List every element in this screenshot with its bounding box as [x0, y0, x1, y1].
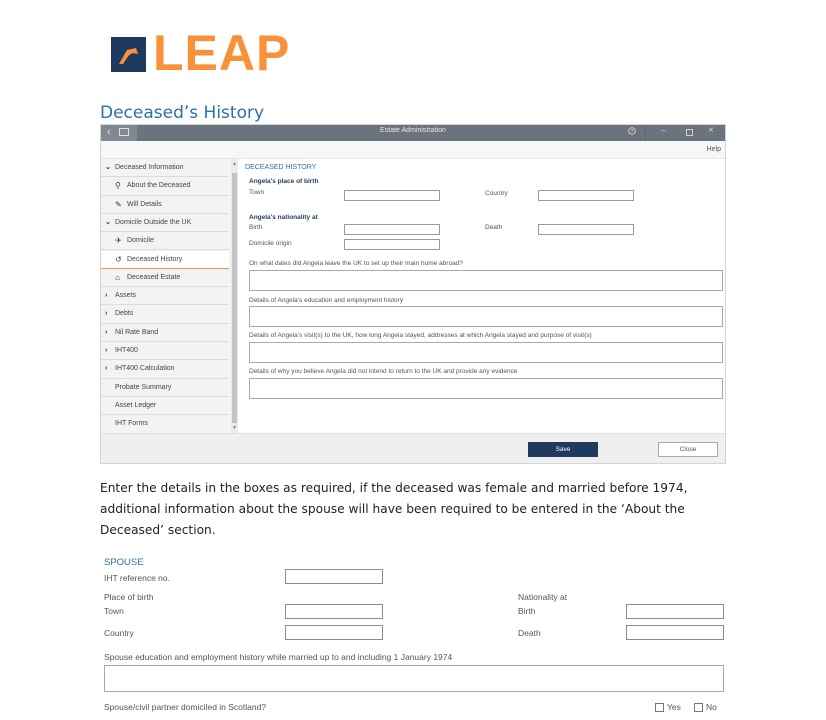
person-icon: ⚲ — [115, 181, 121, 191]
title-bar — [101, 125, 725, 141]
sidebar-item-label: Domicile Outside the UK — [115, 218, 192, 226]
chevron-down-icon: ⌄ — [105, 218, 111, 226]
spouse-section-title: SPOUSE — [104, 557, 144, 568]
scroll-down-icon[interactable]: ▼ — [232, 425, 237, 431]
airplane-icon: ✈ — [115, 236, 122, 246]
nationality-death-input[interactable] — [538, 224, 634, 235]
chevron-right-icon: › — [105, 347, 108, 354]
scotland-yes-label: Yes — [667, 702, 681, 712]
spouse-town-input[interactable] — [285, 604, 383, 619]
history-icon: ↺ — [115, 254, 122, 264]
spouse-education-label: Spouse education and employment history while married up to and including 1 January 1974 — [104, 652, 453, 662]
chevron-right-icon: › — [105, 310, 108, 318]
no-return-textarea[interactable] — [249, 378, 723, 399]
instruction-paragraph: Enter the details in the boxes as required, if the deceased was female and married before 1974, additional information about the spouse will have been required to be entered in the ‘About the Deceased’ section. — [100, 481, 688, 537]
country-label: Country — [485, 190, 508, 197]
sidebar-item-domicile[interactable] — [101, 232, 229, 250]
sidebar-item-label: Deceased Information — [115, 164, 184, 171]
spouse-iht-ref-label: IHT reference no. — [104, 573, 170, 583]
estate-icon: ⌂ — [115, 272, 120, 282]
help-circle-icon[interactable] — [628, 127, 636, 137]
pen-icon: ✎ — [115, 199, 122, 209]
spouse-education-textarea[interactable] — [104, 665, 724, 692]
help-link[interactable]: Help — [706, 146, 721, 153]
sidebar-item-label: Assets — [115, 292, 137, 300]
sidebar-item-iht400-calculation[interactable] — [101, 360, 229, 378]
sidebar-item-debts[interactable] — [101, 305, 229, 323]
country-input[interactable] — [538, 190, 634, 201]
sidebar-item-label: Deceased Estate — [127, 273, 181, 281]
chevron-right-icon: › — [105, 328, 108, 336]
sidebar-item-label: IHT400 — [115, 347, 138, 354]
sidebar-item-assets[interactable] — [101, 287, 229, 305]
visits-textarea[interactable] — [249, 342, 723, 363]
close-icon[interactable]: × — [708, 125, 714, 136]
sidebar-scroll-thumb[interactable] — [232, 173, 237, 423]
sidebar-item-label: Debts — [115, 310, 134, 318]
sidebar-item-deceased-history[interactable] — [101, 251, 229, 269]
sidebar-item-domicile-outside-uk[interactable] — [101, 214, 229, 232]
estate-administration-window — [100, 124, 726, 464]
window-title: Estate Administration — [380, 127, 446, 134]
nationality-birth-input[interactable] — [344, 224, 440, 235]
spouse-country-input[interactable] — [285, 625, 383, 640]
leap-logo-text: LEAP — [153, 25, 291, 81]
scotland-no-checkbox[interactable] — [694, 703, 703, 712]
sidebar — [101, 159, 238, 433]
maximize-icon[interactable] — [686, 129, 693, 136]
spouse-birth-label: Birth — [518, 606, 536, 616]
leap-leap-icon — [111, 37, 146, 72]
scotland-no-label: No — [706, 702, 717, 712]
scroll-up-icon[interactable]: ▲ — [232, 161, 237, 167]
leap-logo-mark — [111, 37, 146, 72]
sidebar-item-label: IHT400 Calculation — [115, 365, 175, 373]
leave-dates-textarea[interactable] — [249, 270, 723, 291]
place-of-birth-heading: Angela's place of birth — [249, 178, 319, 185]
sidebar-item-label: Nil Rate Band — [115, 328, 159, 336]
sidebar-item-label: Domicile — [127, 237, 154, 245]
close-button[interactable]: Close — [658, 442, 718, 457]
sidebar-item-label: Asset Ledger — [115, 401, 157, 409]
domicile-origin-label: Domicile origin — [249, 240, 292, 247]
sidebar-item-deceased-estate[interactable] — [101, 269, 229, 287]
birth-label: Birth — [249, 224, 263, 231]
nationality-heading: Angela's nationality at — [249, 214, 318, 221]
education-label: Details of Angela's education and employment history — [249, 297, 404, 304]
visits-label: Details of Angela's visit(s) to the UK, how long Angela stayed, addresses at which Angela stayed and purpose of visit(s) — [249, 332, 592, 339]
help-bar — [101, 141, 725, 159]
sidebar-item-deceased-information[interactable] — [101, 159, 229, 177]
sidebar-item-label: Deceased History — [127, 255, 183, 263]
no-return-label: Details of why you believe Angela did not intend to return to the UK and provide any evidence — [249, 368, 518, 375]
spouse-nationality-death-input[interactable] — [626, 625, 724, 640]
save-button[interactable]: Save — [528, 442, 598, 457]
spouse-nationality-birth-input[interactable] — [626, 604, 724, 619]
spouse-town-label: Town — [104, 606, 124, 616]
spouse-place-of-birth-label: Place of birth — [104, 592, 154, 602]
window-footer — [101, 433, 725, 463]
death-label: Death — [485, 224, 503, 231]
titlebar-separator — [645, 125, 646, 141]
sidebar-item-label: Will Details — [127, 200, 162, 208]
domicile-origin-input[interactable] — [344, 239, 440, 250]
sidebar-item-label: Probate Summary — [115, 383, 172, 391]
chevron-right-icon: › — [105, 292, 108, 300]
sidebar-item-iht400[interactable] — [101, 342, 229, 360]
sidebar-item-label: IHT Forms — [115, 420, 148, 428]
minimize-icon[interactable]: – — [661, 125, 667, 135]
spouse-death-label: Death — [518, 628, 541, 638]
spouse-scotland-label: Spouse/civil partner domiciled in Scotland? — [104, 702, 267, 712]
town-input[interactable] — [344, 190, 440, 201]
svg-text:?: ? — [630, 129, 634, 135]
leave-dates-label: On what dates did Angela leave the UK to set up their main home abroad? — [249, 260, 463, 267]
scotland-yes-checkbox[interactable] — [655, 703, 664, 712]
education-textarea[interactable] — [249, 306, 723, 327]
sidebar-item-probate-summary[interactable] — [101, 379, 229, 397]
chevron-right-icon: › — [105, 365, 108, 373]
document-heading: Deceased’s History — [100, 103, 265, 123]
town-label: Town — [249, 189, 265, 196]
back-icon[interactable]: ‹ — [107, 126, 111, 138]
sidebar-item-will-details[interactable] — [101, 196, 229, 214]
section-title: DECEASED HISTORY — [245, 164, 317, 171]
spouse-country-label: Country — [104, 628, 134, 638]
deceased-history-form — [238, 159, 725, 433]
sidebar-item-label: About the Deceased — [127, 182, 191, 190]
chevron-down-icon: ⌄ — [105, 164, 111, 171]
sidebar-item-iht-forms[interactable] — [101, 415, 229, 433]
sidebar-item-asset-ledger[interactable] — [101, 397, 229, 415]
sidebar-item-nil-rate-band[interactable] — [101, 324, 229, 342]
sidebar-item-about-the-deceased[interactable] — [101, 177, 229, 195]
spouse-nationality-label: Nationality at — [518, 592, 568, 602]
spouse-iht-ref-input[interactable] — [285, 569, 383, 584]
